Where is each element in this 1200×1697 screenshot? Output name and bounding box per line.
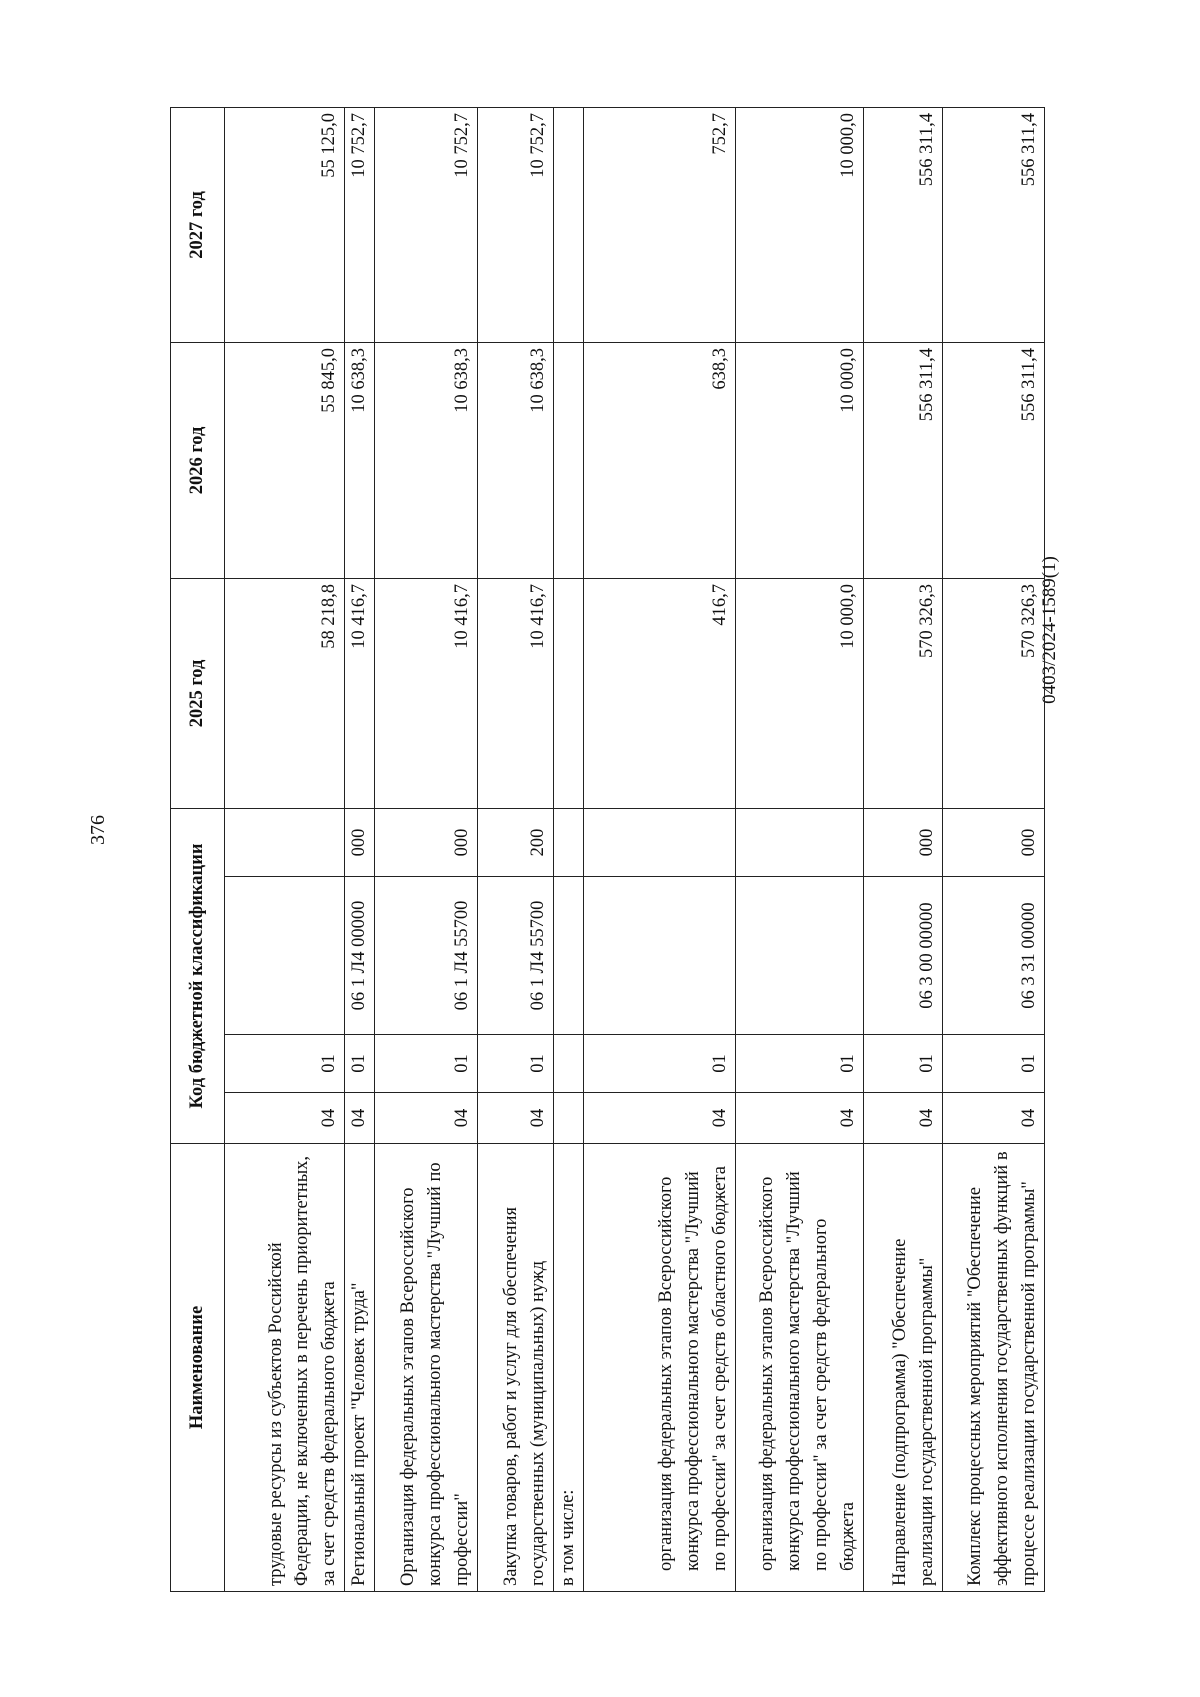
code-target-article-cell	[735, 877, 863, 1035]
value-2025-cell	[553, 578, 583, 808]
code-section-cell: 04	[345, 1093, 375, 1144]
row-name-cell: Организация федеральных этапов Всероссийского конкурса профессионального мастерства "Лучший по профессии"	[374, 1144, 477, 1592]
code-expense-type-cell	[553, 808, 583, 876]
code-subsection-cell: 01	[225, 1035, 345, 1093]
code-target-article-cell	[553, 877, 583, 1035]
value-2026-cell: 10 638,3	[477, 342, 553, 578]
code-target-article-cell: 06 3 31 00000	[942, 877, 1044, 1035]
row-name-cell: Региональный проект "Человек труда"	[345, 1144, 375, 1592]
code-section-cell: 04	[225, 1093, 345, 1144]
code-section-cell: 04	[374, 1093, 477, 1144]
value-2027-cell: 10 752,7	[477, 107, 553, 342]
value-2025-cell: 58 218,8	[225, 578, 345, 808]
code-target-article-cell	[583, 877, 735, 1035]
row-name-cell: трудовые ресурсы из субъектов Российской Федерации, не включенных в перечень приоритетных, за счет средств федерального бюджета	[225, 1144, 345, 1592]
code-target-article-cell: 06 3 00 00000	[863, 877, 942, 1035]
value-2025-cell: 10 416,7	[477, 578, 553, 808]
value-2026-cell: 638,3	[583, 342, 735, 578]
header-name: Наименование	[171, 1144, 225, 1592]
table-row	[225, 107, 345, 1591]
value-2027-cell: 55 125,0	[225, 107, 345, 342]
code-target-article-cell	[225, 877, 345, 1035]
code-subsection-cell: 01	[374, 1035, 477, 1093]
code-subsection-cell: 01	[735, 1035, 863, 1093]
value-2025-cell: 416,7	[583, 578, 735, 808]
table-row	[345, 107, 375, 1591]
header-2027: 2027 год	[171, 107, 225, 342]
code-target-article-cell: 06 1 Л4 00000	[345, 877, 375, 1035]
code-subsection-cell	[553, 1035, 583, 1093]
code-expense-type-cell: 000	[942, 808, 1044, 876]
value-2025-cell: 10 000,0	[735, 578, 863, 808]
value-2025-cell: 570 326,3	[942, 578, 1044, 808]
code-expense-type-cell: 000	[345, 808, 375, 876]
value-2027-cell: 10 752,7	[345, 107, 375, 342]
table-row	[477, 107, 553, 1591]
value-2025-cell: 10 416,7	[345, 578, 375, 808]
value-2026-cell: 10 638,3	[374, 342, 477, 578]
code-section-cell: 04	[863, 1093, 942, 1144]
table-row	[374, 107, 477, 1591]
value-2026-cell: 55 845,0	[225, 342, 345, 578]
code-subsection-cell: 01	[345, 1035, 375, 1093]
table-header-row	[171, 107, 225, 1591]
value-2027-cell: 10 000,0	[735, 107, 863, 342]
value-2026-cell: 556 311,4	[863, 342, 942, 578]
value-2026-cell: 556 311,4	[942, 342, 1044, 578]
page-number: 376	[87, 815, 109, 845]
value-2025-cell: 10 416,7	[374, 578, 477, 808]
header-2026: 2026 год	[171, 342, 225, 578]
value-2027-cell: 556 311,4	[863, 107, 942, 342]
code-expense-type-cell	[735, 808, 863, 876]
code-section-cell: 04	[942, 1093, 1044, 1144]
code-expense-type-cell: 200	[477, 808, 553, 876]
row-name-cell: в том числе:	[553, 1144, 583, 1592]
table-row	[735, 107, 863, 1591]
value-2025-cell: 570 326,3	[863, 578, 942, 808]
code-subsection-cell: 01	[863, 1035, 942, 1093]
row-name-cell: Закупка товаров, работ и услуг для обеспечения государственных (муниципальных) нужд	[477, 1144, 553, 1592]
document-code: 0403/2024-1589(1)	[1039, 556, 1060, 704]
value-2026-cell: 10 638,3	[345, 342, 375, 578]
row-name-cell: Направление (подпрограмма) "Обеспечение реализации государственной программы"	[863, 1144, 942, 1592]
code-expense-type-cell: 000	[863, 808, 942, 876]
value-2026-cell	[553, 342, 583, 578]
code-expense-type-cell	[225, 808, 345, 876]
code-target-article-cell: 06 1 Л4 55700	[374, 877, 477, 1035]
code-section-cell: 04	[477, 1093, 553, 1144]
budget-table	[170, 107, 1045, 1592]
value-2026-cell: 10 000,0	[735, 342, 863, 578]
code-section-cell	[553, 1093, 583, 1144]
value-2027-cell: 752,7	[583, 107, 735, 342]
code-subsection-cell: 01	[477, 1035, 553, 1093]
value-2027-cell	[553, 107, 583, 342]
table-row	[553, 107, 583, 1591]
header-2025: 2025 год	[171, 578, 225, 808]
row-name-cell: организация федеральных этапов Всероссийского конкурса профессионального мастерства "Лучший по профессии" за счет средств областного бюджета	[583, 1144, 735, 1592]
code-section-cell: 04	[735, 1093, 863, 1144]
code-section-cell: 04	[583, 1093, 735, 1144]
table-row	[942, 107, 1044, 1591]
budget-table-container	[170, 108, 1039, 1592]
code-expense-type-cell: 000	[374, 808, 477, 876]
row-name-cell: Комплекс процессных мероприятий "Обеспечение эффективного исполнения государственных функций в процессе реализации государственной программы"	[942, 1144, 1044, 1592]
table-row	[863, 107, 942, 1591]
code-subsection-cell: 01	[583, 1035, 735, 1093]
code-target-article-cell: 06 1 Л4 55700	[477, 877, 553, 1035]
code-subsection-cell: 01	[942, 1035, 1044, 1093]
value-2027-cell: 556 311,4	[942, 107, 1044, 342]
row-name-cell: организация федеральных этапов Всероссийского конкурса профессионального мастерства "Лучший по профессии" за счет средств федерального бюджета	[735, 1144, 863, 1592]
code-expense-type-cell	[583, 808, 735, 876]
value-2027-cell: 10 752,7	[374, 107, 477, 342]
table-row	[583, 107, 735, 1591]
header-code: Код бюджетной классификации	[171, 808, 225, 1143]
